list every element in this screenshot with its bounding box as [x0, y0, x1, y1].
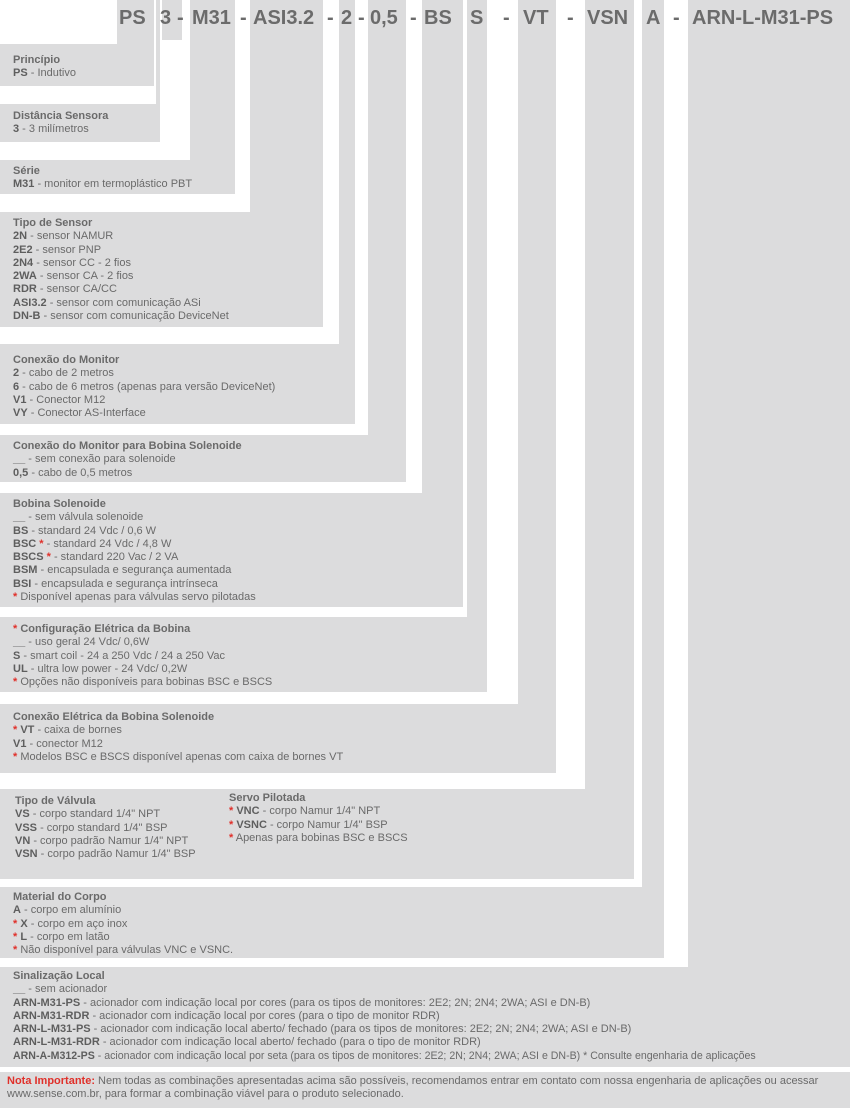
section-title: Material do Corpo [13, 891, 107, 903]
col-05 [368, 0, 406, 482]
footnote-text: Não disponível para válvulas VNC e VSNC. [17, 944, 234, 957]
section-title: Conexão Elétrica da Bobina Solenoide [13, 711, 215, 723]
option-code: ARN-L-M31-PS [13, 1023, 91, 1036]
section-sinalizacao [13, 970, 756, 1063]
option-row [13, 1023, 756, 1036]
option-desc: - Conector M12 [26, 393, 106, 406]
code-part-distance: 3 [160, 7, 172, 29]
option-row [13, 738, 343, 751]
asterisk: * [13, 930, 21, 943]
code-dash: - [410, 7, 417, 29]
option-code: 3 [13, 123, 20, 136]
option-code: VSS [15, 821, 38, 834]
option-desc: - acionador com indicação local por cores (para os tipos de monitores: 2E2; 2N; 2N4; 2WA; ASI e DN-B) [80, 996, 591, 1009]
option-code: 2N [13, 230, 28, 243]
option-desc: - acionador com indicação local por seta (para os tipos de monitores: 2E2; 2N; 2N4; 2WA; ASI e DN-B) * Consulte engenharia de aplicações [94, 1049, 756, 1062]
section-title: Conexão do Monitor [13, 354, 120, 366]
option-code: BSCS [13, 551, 44, 564]
option-desc: - sensor CC - 2 fios [33, 256, 131, 269]
option-code: V1 [13, 737, 27, 750]
option-row [15, 848, 196, 861]
section-tipo-valvula [15, 795, 196, 861]
option-row [13, 511, 256, 524]
section-title [13, 623, 272, 636]
option-code: A [13, 904, 21, 917]
code-dash: - [503, 7, 510, 29]
section-servo [229, 792, 408, 845]
section-tipo-sensor [13, 217, 229, 323]
note-text: Nem todas as combinações apresentadas acima são possíveis, recomendamos entrar em contato com nossa engenharia de aplicações ou acessar www.sense.com.br, para formar a combinação viável para o produto selecionado. [7, 1075, 819, 1100]
option-row [13, 918, 233, 931]
section-title: Conexão do Monitor para Bobina Solenoide [13, 440, 242, 452]
option-row [13, 1010, 756, 1023]
section-conexao-monitor [13, 354, 275, 420]
code-part-sensor: ASI3.2 [253, 7, 315, 29]
asterisk: * [13, 724, 21, 737]
asterisk: * [13, 591, 18, 604]
option-row [13, 394, 275, 407]
option-row [13, 123, 108, 136]
option-row [13, 564, 256, 577]
code-dash: - [673, 7, 680, 29]
option-code: PS [13, 67, 28, 80]
code-part-serie: M31 [192, 7, 231, 29]
footnote-text: Apenas para bobinas BSC e BSCS [233, 831, 408, 844]
option-code: S [13, 649, 21, 662]
section-bobina [13, 498, 256, 604]
option-row [13, 1036, 756, 1049]
option-desc: - corpo Namur 1/4" NPT [259, 805, 381, 818]
asterisk: * [43, 551, 51, 564]
section-title: Tipo de Válvula [15, 795, 96, 807]
option-code: __ [13, 453, 26, 466]
code-part-sinalizacao: ARN-L-M31-PS [692, 7, 834, 29]
option-code: VNC [236, 805, 260, 818]
option-row [13, 525, 256, 538]
option-desc: - Conector AS-Interface [27, 407, 146, 420]
option-code: BSM [13, 564, 38, 577]
option-desc: - caixa de bornes [34, 724, 122, 737]
col-s [467, 0, 487, 692]
option-row [13, 538, 256, 551]
section-title: Bobina Solenoide [13, 498, 106, 510]
option-desc: - sensor com comunicação ASi [46, 296, 201, 309]
option-code: DN-B [13, 310, 41, 323]
option-code: VN [15, 834, 31, 847]
option-code: __ [13, 511, 26, 524]
code-part-ps: PS [119, 7, 146, 29]
option-code: BS [13, 524, 29, 537]
option-code: VT [20, 724, 35, 737]
option-desc: - acionador com indicação local aberto/ fechado (para os tipos de monitores: 2E2; 2N; 2N4; 2WA; ASI e DN-B) [90, 1023, 632, 1036]
col-bs [422, 0, 463, 607]
option-desc: - corpo padrão Namur 1/4" NPT [30, 834, 189, 847]
section-distancia [13, 110, 108, 137]
option-code: 6 [13, 380, 20, 393]
option-desc: - conector M12 [26, 737, 103, 750]
option-desc: - sem válvula solenoide [25, 511, 144, 524]
asterisk: * [13, 944, 18, 957]
code-part-bobina: BS [424, 7, 452, 29]
option-desc: - acionador com indicação local aberto/ fechado (para o tipo de monitor RDR) [99, 1036, 481, 1049]
option-row [13, 904, 233, 917]
option-code: 2E2 [13, 243, 33, 256]
important-note [7, 1075, 847, 1101]
option-row [13, 650, 272, 663]
option-code: ASI3.2 [13, 296, 47, 309]
footnote [13, 676, 272, 689]
option-code: BSC [13, 537, 37, 550]
option-desc: - encapsulada e segurança aumentada [37, 564, 232, 577]
code-dash: - [240, 7, 247, 29]
note-label: Nota Importante: [7, 1075, 95, 1087]
option-desc: - 3 milímetros [19, 123, 89, 136]
option-row [15, 822, 196, 835]
option-desc: - sem acionador [25, 983, 108, 996]
option-desc: - cabo de 6 metros (apenas para versão DeviceNet) [19, 380, 276, 393]
asterisk: * [13, 676, 18, 689]
option-row [15, 808, 196, 821]
option-row [13, 467, 242, 480]
option-code: ARN-M31-RDR [13, 1009, 90, 1022]
option-code: RDR [13, 283, 37, 296]
option-row [229, 805, 408, 818]
option-desc: - cabo de 0,5 metros [28, 466, 133, 479]
option-desc: - corpo em aço inox [27, 917, 128, 930]
asterisk: * [36, 537, 44, 550]
section-principio [13, 54, 76, 81]
code-part-eletrica: VT [523, 7, 549, 29]
option-row [13, 407, 275, 420]
option-code: BSI [13, 577, 32, 590]
option-desc: - sensor PNP [32, 243, 102, 256]
option-desc: - standard 24 Vdc / 4,8 W [43, 537, 172, 550]
col-a [642, 0, 664, 958]
section-conexao-bobina [13, 440, 242, 480]
option-desc: - sensor NAMUR [27, 230, 114, 243]
option-row [229, 819, 408, 832]
asterisk: * [13, 623, 18, 635]
option-desc: - sem conexão para solenoide [25, 453, 176, 466]
option-desc: - Indutivo [27, 67, 76, 80]
option-code: ARN-M31-PS [13, 996, 81, 1009]
code-dash: - [358, 7, 365, 29]
section-conexao-eletrica [13, 711, 343, 764]
option-code: ARN-A-M312-PS [13, 1049, 95, 1062]
option-desc: - corpo standard 1/4" NPT [29, 808, 161, 821]
option-desc: - encapsulada e segurança intrínseca [31, 577, 218, 590]
option-code: 2N4 [13, 256, 34, 269]
option-row [13, 283, 229, 296]
option-code: M31 [13, 178, 35, 191]
footnote-text: Disponível apenas para válvulas servo pilotadas [17, 591, 256, 604]
option-desc: - smart coil - 24 a 250 Vdc / 24 a 250 Vac [20, 649, 225, 662]
option-code: __ [13, 983, 26, 996]
option-code: VY [13, 407, 28, 420]
asterisk: * [13, 917, 21, 930]
section-title: Servo Pilotada [229, 792, 306, 804]
footnote [13, 944, 233, 957]
option-row [13, 230, 229, 243]
option-row [13, 297, 229, 310]
option-row [13, 578, 256, 591]
section-title-text: Configuração Elétrica da Bobina [17, 623, 191, 635]
option-row [13, 453, 242, 466]
option-code: VSNC [236, 818, 267, 831]
option-code: 2 [13, 367, 20, 380]
option-row [13, 724, 343, 737]
option-desc: - acionador com indicação local por cores (para o tipo de monitor RDR) [89, 1009, 440, 1022]
col-vsn [585, 0, 634, 879]
option-code: L [20, 930, 28, 943]
asterisk: * [13, 750, 18, 763]
col-2 [339, 0, 355, 424]
asterisk: * [229, 831, 234, 844]
option-desc: - corpo em alumínio [20, 904, 122, 917]
section-title: Distância Sensora [13, 110, 109, 122]
option-code: ARN-L-M31-RDR [13, 1036, 100, 1049]
option-row [13, 257, 229, 270]
option-desc: - corpo standard 1/4" BSP [37, 821, 168, 834]
section-config-eletrica [13, 623, 272, 689]
code-part-config: S [470, 7, 484, 29]
footnote [13, 591, 256, 604]
code-part-cabo: 0,5 [370, 7, 398, 29]
option-row [13, 310, 229, 323]
code-dash: - [327, 7, 334, 29]
col-vt [518, 0, 556, 773]
option-code: V1 [13, 393, 27, 406]
asterisk: * [229, 818, 234, 831]
section-title: Princípio [13, 54, 61, 66]
option-desc: - standard 220 Vac / 2 VA [50, 551, 179, 564]
option-desc: - standard 24 Vdc / 0,6 W [28, 524, 157, 537]
option-code: 0,5 [13, 466, 29, 479]
option-desc: - corpo em latão [27, 930, 110, 943]
option-row [13, 367, 275, 380]
option-row [13, 931, 233, 944]
option-row [13, 67, 76, 80]
col-asi [250, 0, 323, 327]
footnote [13, 751, 343, 764]
option-desc: - sensor com comunicação DeviceNet [40, 310, 229, 323]
option-code: __ [13, 636, 26, 649]
option-desc: - monitor em termoplástico PBT [34, 178, 193, 191]
option-row [13, 636, 272, 649]
option-desc: - sensor CA/CC [36, 283, 117, 296]
section-title: Sinalização Local [13, 970, 105, 982]
section-material [13, 891, 233, 957]
option-desc: - corpo padrão Namur 1/4" BSP [37, 848, 196, 861]
option-row [13, 663, 272, 676]
section-serie [13, 165, 192, 192]
footnote-text: Modelos BSC e BSCS disponível apenas com caixa de bornes VT [17, 750, 344, 763]
option-row [13, 270, 229, 283]
code-part-material: A [646, 7, 661, 29]
option-row [13, 178, 192, 191]
option-code: VS [15, 808, 30, 821]
option-code: VSN [15, 848, 38, 861]
code-dash: - [567, 7, 574, 29]
option-code: X [20, 917, 28, 930]
option-code: 2WA [13, 270, 37, 283]
option-desc: - sensor CA - 2 fios [36, 270, 134, 283]
option-row [13, 983, 756, 996]
option-desc: - ultra low power - 24 Vdc/ 0,2W [27, 662, 188, 675]
option-desc: - corpo Namur 1/4" BSP [266, 818, 388, 831]
option-row [13, 997, 756, 1010]
option-row [13, 551, 256, 564]
option-row [13, 1050, 756, 1063]
footnote-text: Opções não disponíveis para bobinas BSC e BSCS [17, 676, 273, 689]
asterisk: * [229, 805, 234, 818]
code-part-valvula: VSN [587, 7, 629, 29]
section-title: Série [13, 165, 40, 177]
code-dash: - [177, 7, 184, 29]
option-desc: - cabo de 2 metros [19, 367, 114, 380]
section-title: Tipo de Sensor [13, 217, 93, 229]
option-row [13, 244, 229, 257]
option-code: UL [13, 662, 28, 675]
col-arn [688, 0, 850, 967]
option-row [15, 835, 196, 848]
product-code [0, 0, 850, 40]
option-desc: - uso geral 24 Vdc/ 0,6W [25, 636, 150, 649]
footnote [229, 832, 408, 845]
code-part-conexao: 2 [341, 7, 353, 29]
option-row [13, 381, 275, 394]
